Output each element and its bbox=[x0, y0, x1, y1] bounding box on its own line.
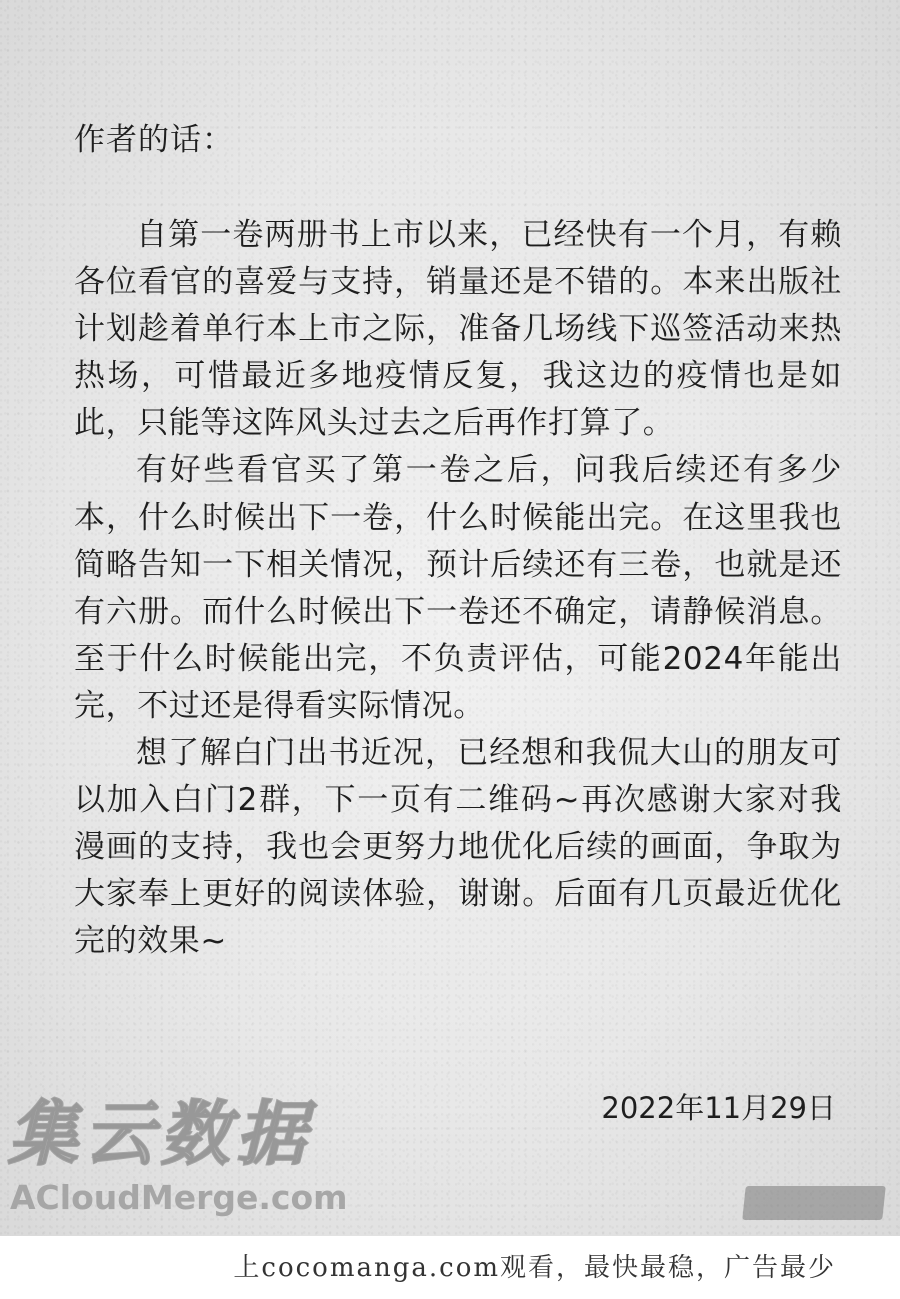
note-date: 2022年11月29日 bbox=[601, 1091, 836, 1125]
watermark-logo-en: ACloudMerge.com bbox=[10, 1178, 348, 1217]
note-paragraph-3: 想了解白门出书近况，已经想和我侃大山的朋友可以加入白门2群，下一页有二维码~再次感谢大家对我漫画的支持，我也会更努力地优化后续的画面，争取为大家奉上更好的阅读体验，谢谢。后面有几页最近优化完的效果~ bbox=[74, 735, 842, 960]
footer-ad-text: 上cocomanga.com观看，最快最稳，广告最少 bbox=[233, 1253, 836, 1283]
note-heading: 作者的话： bbox=[74, 122, 234, 158]
watermark-logo-cn: 集云数据 bbox=[8, 1093, 312, 1175]
note-paragraph-2: 有好些看官买了第一卷之后，问我后续还有多少本，什么时候出下一卷，什么时候能出完。在这里我也简略告知一下相关情况，预计后续还有三卷，也就是还有六册。而什么时候出下一卷还不确定，请静候消息。至于什么时候能出完，不负责评估，可能2024年能出完，不过还是得看实际情况。 bbox=[74, 452, 842, 724]
note-paragraph-1: 自第一卷两册书上市以来，已经快有一个月，有赖各位看官的喜爱与支持，销量还是不错的。本来出版社计划趁着单行本上市之际，准备几场线下巡签活动来热热场，可惜最近多地疫情反复，我这边的疫情也是如此，只能等这阵风头过去之后再作打算了。 bbox=[74, 217, 842, 442]
corner-stamp-logo bbox=[742, 1186, 886, 1220]
note-body bbox=[74, 212, 842, 966]
